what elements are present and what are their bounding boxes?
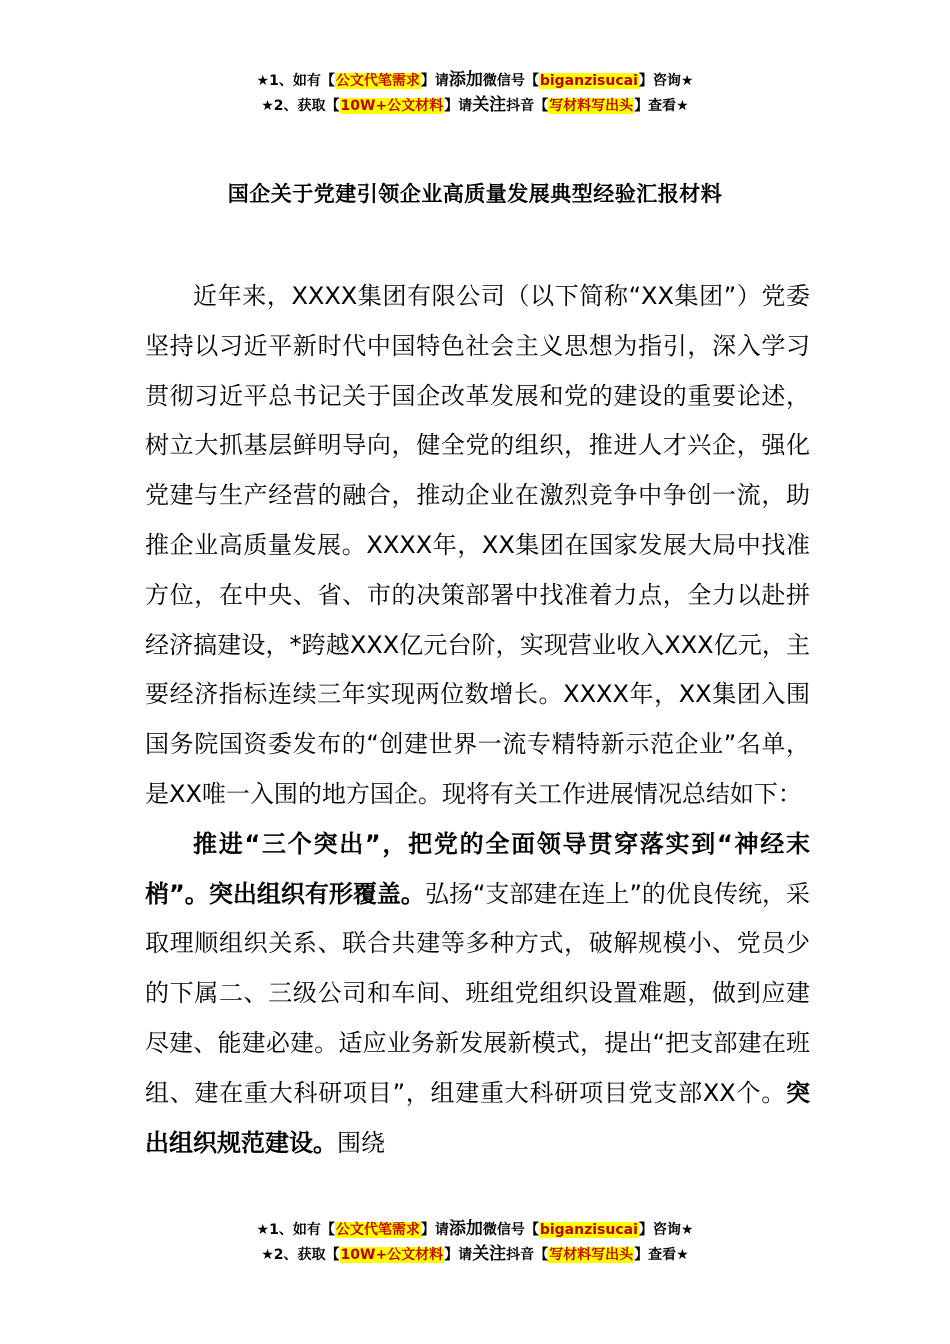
banner-highlight: 公文代笔需求 bbox=[335, 73, 420, 89]
section-heading: 推进“三个突出”，把党的全面领导贯穿落实到“神经末梢”。 bbox=[145, 829, 810, 908]
banner-text: 】请 bbox=[444, 98, 473, 114]
banner-emphasis: 关注 bbox=[472, 95, 507, 115]
banner-line-1 bbox=[0, 68, 950, 93]
banner-emphasis: 关注 bbox=[472, 1244, 507, 1264]
banner-text: 微信号【 bbox=[482, 73, 539, 89]
subheading-2: 突出组织规范建设。 bbox=[145, 1078, 810, 1157]
banner-text: 】请 bbox=[420, 73, 449, 89]
document-body bbox=[145, 272, 810, 1168]
banner-highlight: 10W+公文材料 bbox=[340, 98, 444, 114]
banner-text: 抖音【 bbox=[506, 98, 549, 114]
banner-line-1 bbox=[0, 1217, 950, 1242]
banner-text: ★2、获取【 bbox=[261, 98, 340, 114]
wechat-id-highlight: biganzisucai bbox=[539, 73, 638, 89]
banner-text: 抖音【 bbox=[506, 1247, 549, 1263]
banner-text: ★1、如有【 bbox=[256, 73, 335, 89]
banner-emphasis: 添加 bbox=[448, 70, 483, 90]
wechat-id-highlight: biganzisucai bbox=[539, 1222, 638, 1238]
banner-text: 】请 bbox=[444, 1247, 473, 1263]
banner-highlight: 10W+公文材料 bbox=[340, 1247, 444, 1263]
douyin-id-highlight: 写材料写出头 bbox=[549, 1247, 634, 1263]
top-banner bbox=[0, 68, 950, 118]
banner-text: 】咨询★ bbox=[638, 73, 694, 89]
document-title: 国企关于党建引领企业高质量发展典型经验汇报材料 bbox=[227, 182, 723, 206]
section-text-2: 围绕 bbox=[337, 1128, 385, 1157]
banner-text: 】请 bbox=[420, 1222, 449, 1238]
bottom-banner bbox=[0, 1217, 950, 1267]
banner-text: 】查看★ bbox=[634, 98, 689, 114]
douyin-id-highlight: 写材料写出头 bbox=[549, 98, 634, 114]
banner-text: 】查看★ bbox=[634, 1247, 689, 1263]
banner-text: 】咨询★ bbox=[638, 1222, 694, 1238]
section-text-1: 弘扬“支部建在连上”的优良传统，采取理顺组织关系、联合共建等多种方式，破解规模小、党员少的下属二、三级公司和车间、班组党组织设置难题，做到应建尽建、能建必建。适应业务新发展新模式，提出“把支部建在班组、建在重大科研项目”，组建重大科研项目党支部XX个。 bbox=[145, 879, 811, 1107]
banner-emphasis: 添加 bbox=[448, 1219, 483, 1239]
banner-text: ★2、获取【 bbox=[261, 1247, 340, 1263]
subheading-1: 突出组织有形覆盖。 bbox=[208, 879, 425, 908]
banner-line-2 bbox=[0, 93, 950, 118]
banner-text: 微信号【 bbox=[482, 1222, 539, 1238]
paragraph-intro: 近年来，XXXX集团有限公司（以下简称“XX集团”）党委坚持以习近平新时代中国特色社会主义思想为指引，深入学习贯彻习近平总书记关于国企改革发展和党的建设的重要论述，树立大抓基层鲜明导向，健全党的组织，推进人才兴企，强化党建与生产经营的融合，推动企业在激烈竞争中争创一流，助推企业高质量发展。XXXX年，XX集团在国家发展大局中找准方位，在中央、省、市的决策部署中找准着力点，全力以赴拼经济搞建设，*跨越XXX亿元台阶，实现营业收入XXX亿元，主要经济指标连续三年实现两位数增长。XXXX年，XX集团入围国务院国资委发布的“创建世界一流专精特新示范企业”名单，是XX唯一入围的地方国企。现将有关工作进展情况总结如下： bbox=[145, 282, 810, 808]
banner-text: ★1、如有【 bbox=[256, 1222, 335, 1238]
banner-line-2 bbox=[0, 1242, 950, 1267]
banner-highlight: 公文代笔需求 bbox=[335, 1222, 420, 1238]
paragraph-section-1 bbox=[145, 820, 810, 1169]
